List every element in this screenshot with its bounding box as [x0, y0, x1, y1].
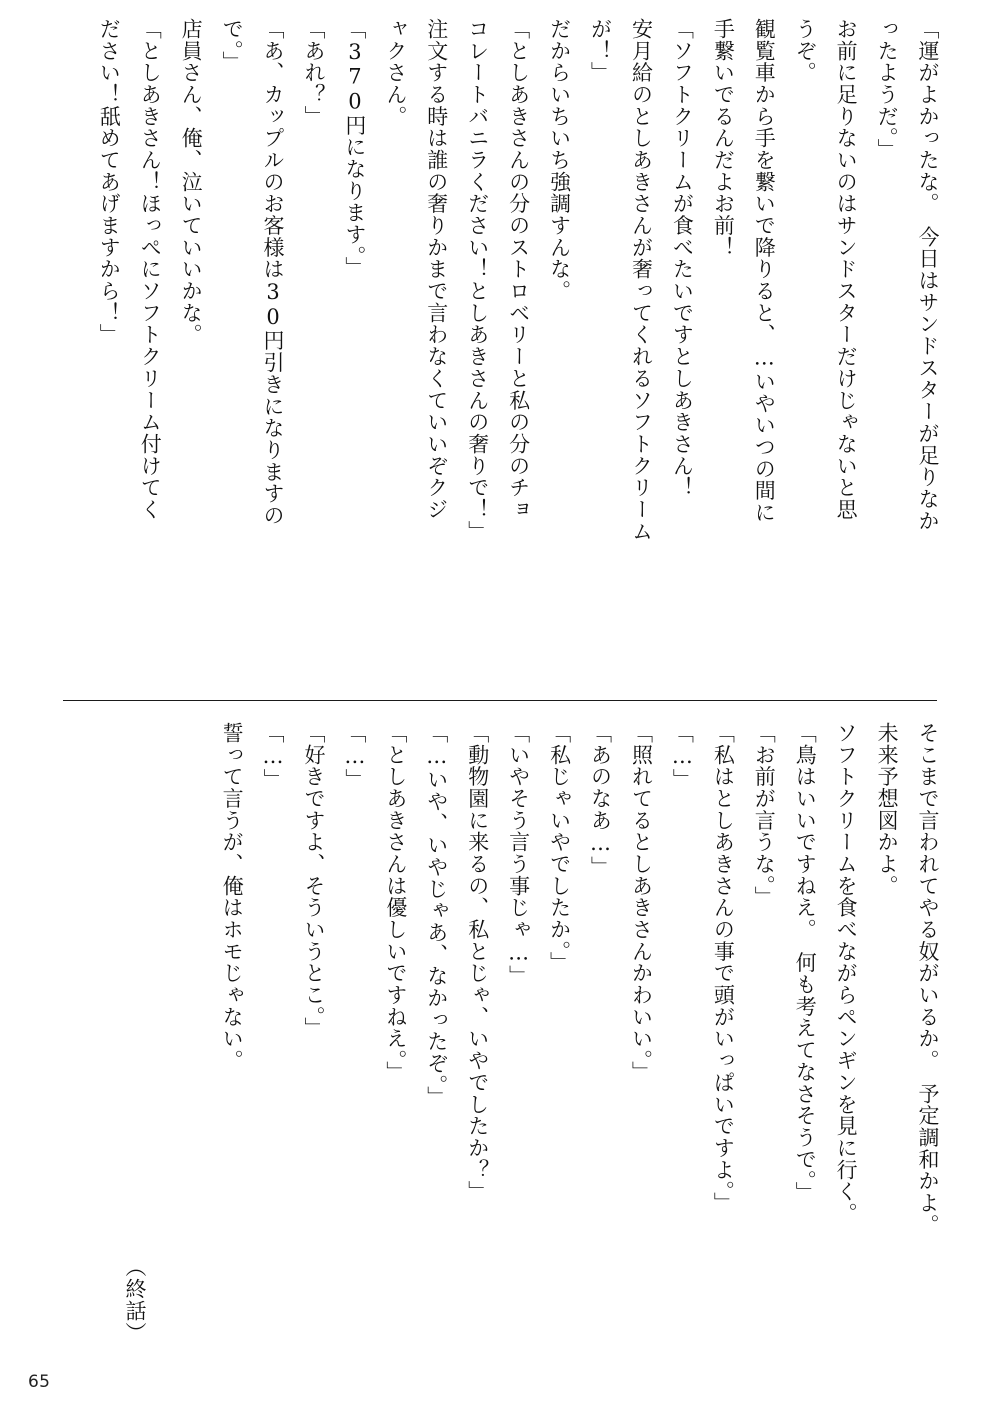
- text-line: 「370円になります。」: [342, 18, 367, 279]
- text-line: 「動物園に来るの、私とじゃ、いやでしたか？」: [465, 722, 490, 1203]
- text-line: 「としあきさんは優しいですねえ。」: [383, 722, 408, 1083]
- text-line: 「運がよかったな。 今日はサンドスターが足りなか: [916, 18, 940, 532]
- text-line: 「照れてるとしあきさんかわいい。」: [629, 722, 654, 1083]
- text-line: だからいちいち強調すんな。: [547, 18, 572, 302]
- text-line: ださい！舐めてあげますから！」: [97, 18, 122, 346]
- text-line: 「あ、カップルのお客様は30円引きになりますの: [261, 18, 285, 527]
- text-line: 「…」: [342, 722, 367, 791]
- text-line: そこまで言われてやる奴がいるか。 予定調和かよ。: [916, 722, 940, 1236]
- text-line: 注文する時は誰の奢りかまで言わなくていいぞクジ: [424, 18, 449, 521]
- text-line: お前に足りないのはサンドスターだけじゃないと思: [834, 18, 859, 521]
- text-line: ャクさん。: [383, 18, 408, 128]
- text-line: 「としあきさん！ほっぺにソフトクリーム付けてく: [138, 18, 163, 521]
- text-line: 観覧車から手を繋いで降りると、…いやいつの間に: [752, 18, 777, 524]
- text-line: 「としあきさんの分のストロベリーと私の分のチョ: [506, 18, 531, 521]
- text-line: 「お前が言うな。」: [752, 722, 777, 909]
- text-line: 手繋いでるんだよお前！: [711, 18, 736, 259]
- text-line: 「私じゃいやでしたか。」: [547, 722, 572, 974]
- text-line: 「好きですよ、そういうとこ。」: [301, 722, 326, 1040]
- text-line: で。」: [220, 18, 245, 74]
- text-line: 未来予想図かよ。: [875, 722, 900, 897]
- bottom-text-block: [68, 722, 948, 1322]
- text-line: 「私はとしあきさんの事で頭がいっぱいですよ。」: [711, 722, 736, 1214]
- text-line: 誓って言うが、俺はホモじゃない。: [220, 722, 245, 1072]
- text-line: うぞ。: [793, 18, 818, 84]
- text-line: 「…」: [670, 722, 695, 791]
- text-line: ったようだ。」: [875, 18, 900, 161]
- text-line: 「…」: [261, 722, 285, 791]
- text-line: 「鳥はいいですねえ。 何も考えてなさそうで。」: [793, 722, 818, 1204]
- text-line: 「…いや、いやじゃあ、なかったぞ。」: [424, 722, 449, 1108]
- section-divider: [63, 700, 937, 701]
- text-line: ソフトクリームを食べながらペンギンを見に行く。: [834, 722, 859, 1225]
- text-line: 「あのなあ…」: [588, 722, 613, 878]
- text-line: 店員さん、俺、泣いていいかな。: [179, 18, 204, 346]
- text-line: 「あれ？」: [301, 18, 326, 128]
- text-line: 「ソフトクリームが食べたいですとしあきさん！: [670, 18, 695, 499]
- page-number: 65: [28, 1372, 51, 1392]
- text-line: が！」: [588, 18, 613, 84]
- top-text-block: [68, 18, 948, 678]
- text-line: 「いやそう言う事じゃ…」: [506, 722, 531, 988]
- text-line: コレートバニラください！としあきさんの奢りで！」: [465, 18, 490, 543]
- end-of-story-mark: （終話）: [123, 1255, 147, 1344]
- text-line: 安月給のとしあきさんが奢ってくれるソフトクリーム: [629, 18, 654, 543]
